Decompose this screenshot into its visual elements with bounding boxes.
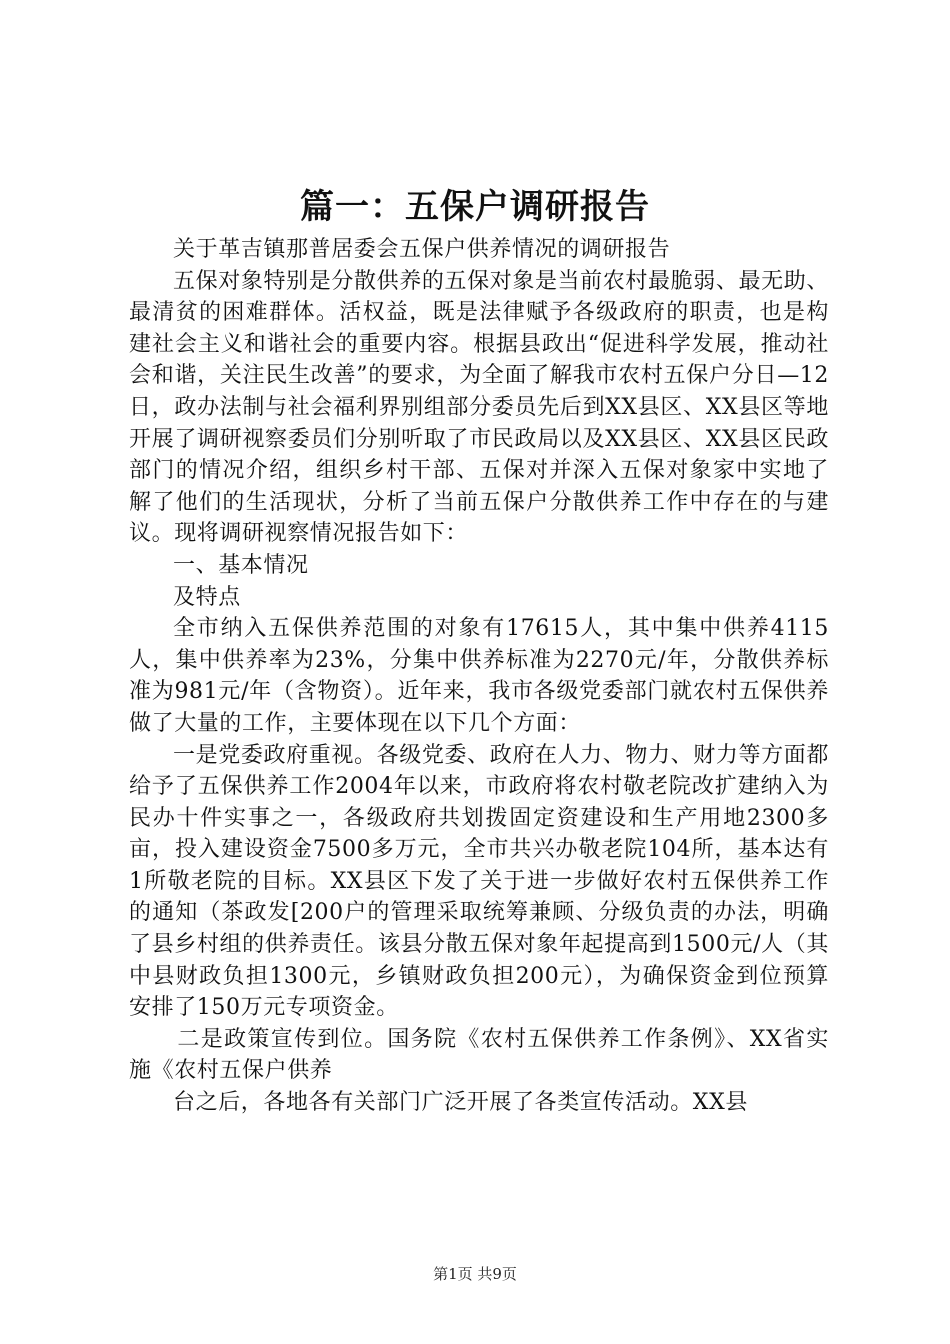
section-heading-basic: 一、基本情况	[173, 552, 309, 578]
document-title: 篇一：五保户调研报告	[300, 187, 650, 227]
paragraph-statistics: 全市纳入五保供养范围的对象有17615人，其中集中供养4115人，集中供养率为23%，分集中供养标准为2270元/年，分散供养标准为981元/年（含物资）。近年来，我市各级党委部门就农村五保供养做了大量的工作，主要体现在以下几个方面：	[129, 616, 829, 736]
report-subtitle: 关于革吉镇那普居委会五保户供养情况的调研报告	[173, 237, 671, 262]
document-body	[129, 234, 829, 1119]
paragraph-intro: 五保对象特别是分散供养的五保对象是当前农村最脆弱、最无助、最清贫的困难群体。活权益，既是法律赋予各级政府的职责，也是构建社会主义和谐社会的重要内容。根据县政出“促进科学发展，推动社会和谐，关注民生改善”的要求，为全面了解我市农村五保户分日—12日，政办法制与社会福利界别组部分委员先后到XX县区、XX县区等地开展了调研视察委员们分别听取了市民政局以及XX县区、XX县区民政部门的情况介绍，组织乡村干部、五保对并深入五保对象家中实地了解了他们的生活现状，分析了当前五保户分散供养工作中存在的与建议。现将调研视察情况报告如下：	[129, 268, 829, 547]
paragraph-continued: 台之后，各地各有关部门广泛开展了各类宣传活动。XX县	[173, 1090, 748, 1116]
paragraph-policy: 二是政策宣传到位。国务院《农村五保供养工作条例》、XX省实施《农村五保户供养	[129, 1026, 829, 1084]
page-footer: 第1页 共9页	[433, 1265, 517, 1283]
paragraph-government: 一是党委政府重视。各级党委、政府在人力、物力、财力等方面都给予了五保供养工作2004年以来，市政府将农村敬老院改扩建纳入为民办十件实事之一，各级政府共划拨固定资建设和生产用地2300多亩，投入建设资金7500多万元，全市共兴办敬老院104所，基本达有1所敬老院的目标。XX县区下发了关于进一步做好农村五保供养工作的通知（茶政发[200户的管理采取统筹兼顾、分级负责的办法，明确了县乡村组的供养责任。该县分散五保对象年起提高到1500元/人（其中县财政负担1300元，乡镇财政负担200元），为确保资金到位预算安排了150万元专项资金。	[129, 742, 829, 1021]
section-heading-features: 及特点	[173, 584, 241, 610]
